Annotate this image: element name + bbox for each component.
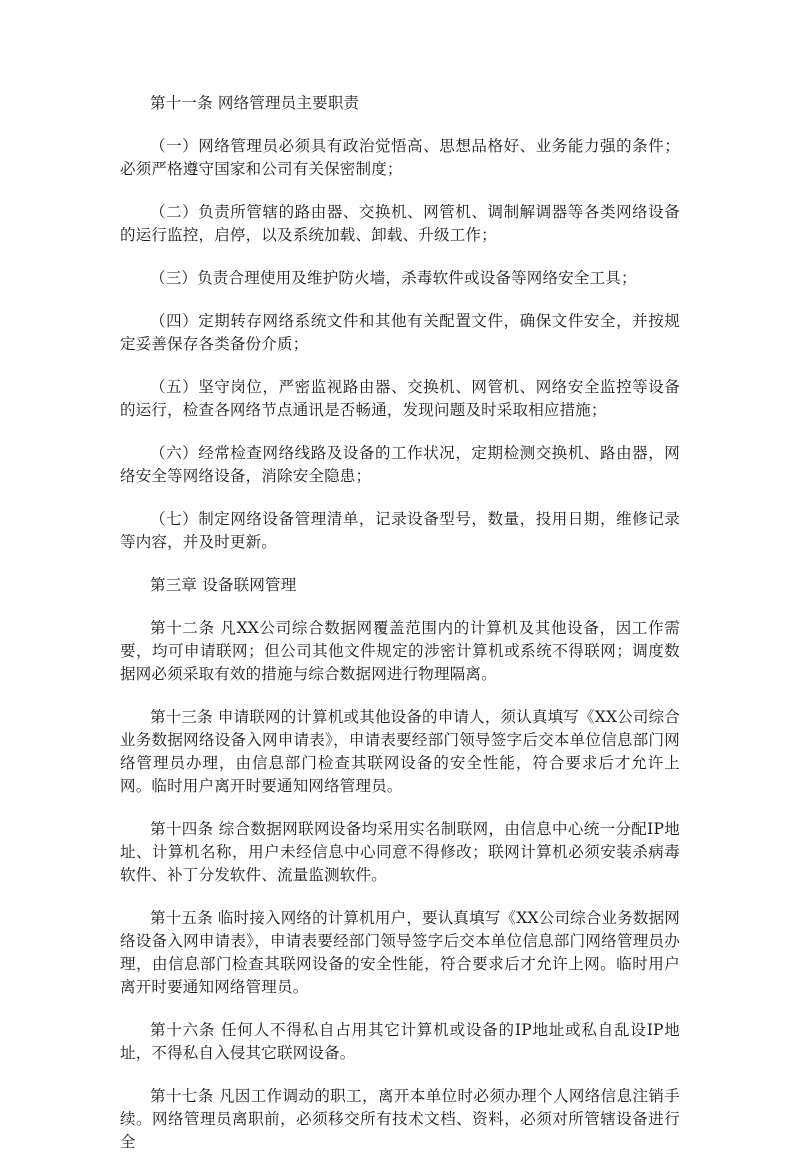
duty-item-4: （四）定期转存网络系统文件和其他有关配置文件，确保文件安全，并按规定妥善保存各类备份介质； (120, 312, 680, 353)
duty-item-2: （二）负责所管辖的路由器、交换机、网管机、调制解调器等各类网络设备的运行监控，启停，以及系统加载、卸载、升级工作； (120, 203, 680, 244)
article-13: 第十三条 申请联网的计算机或其他设备的申请人，须认真填写《XX公司综合业务数据网络设备入网申请表》，申请表要经部门领导签字后交本单位信息部门网络管理员办理，由信息部门检查其联网设备的安全性能，符合要求后才允许上网。临时用户离开时要通知网络管理员。 (120, 708, 680, 795)
chapter-3-heading: 第三章 设备联网管理 (150, 576, 297, 594)
duty-item-7: （七）制定网络设备管理清单，记录设备型号，数量，投用日期，维修记录等内容，并及时更新。 (120, 510, 680, 551)
article-12: 第十二条 凡XX公司综合数据网覆盖范围内的计算机及其他设备，因工作需要，均可申请联网；但公司其他文件规定的涉密计算机或系统不得联网；调度数据网必须采取有效的措施与综合数据网进行物理隔离。 (120, 619, 680, 683)
article-16: 第十六条 任何人不得私自占用其它计算机或设备的IP地址或私自乱设IP地址，不得私自入侵其它联网设备。 (120, 1021, 680, 1062)
duty-item-1: （一）网络管理员必须具有政治觉悟高、思想品格好、业务能力强的条件；必须严格遵守国家和公司有关保密制度； (120, 137, 680, 178)
duty-item-5: （五）坚守岗位，严密监视路由器、交换机、网管机、网络安全监控等设备的运行，检查各网络节点通讯是否畅通，发现问题及时采取相应措施； (120, 378, 680, 419)
document-page (120, 92, 680, 1154)
article-17: 第十七条 凡因工作调动的职工，离开本单位时必须办理个人网络信息注销手续。网络管理员离职前，必须移交所有技术文档、资料，必须对所管辖设备进行全 (120, 1087, 680, 1151)
article-15: 第十五条 临时接入网络的计算机用户，要认真填写《XX公司综合业务数据网络设备入网申请表》，申请表要经部门领导签字后交本单位信息部门网络管理员办理，由信息部门检查其联网设备的安全性能，符合要求后才允许上网。临时用户离开时要通知网络管理员。 (120, 909, 680, 996)
duty-item-6: （六）经常检查网络线路及设备的工作状况，定期检测交换机、路由器，网络安全等网络设备，消除安全隐患； (120, 444, 680, 485)
duty-item-3: （三）负责合理使用及维护防火墙，杀毒软件或设备等网络安全工具； (150, 269, 637, 287)
article-14: 第十四条 综合数据网联网设备均采用实名制联网，由信息中心统一分配IP地址、计算机名称，用户未经信息中心同意不得修改；联网计算机必须安装杀病毒软件、补丁分发软件、流量监测软件。 (120, 820, 680, 884)
article-11-heading: 第十一条 网络管理员主要职责 (150, 94, 360, 112)
